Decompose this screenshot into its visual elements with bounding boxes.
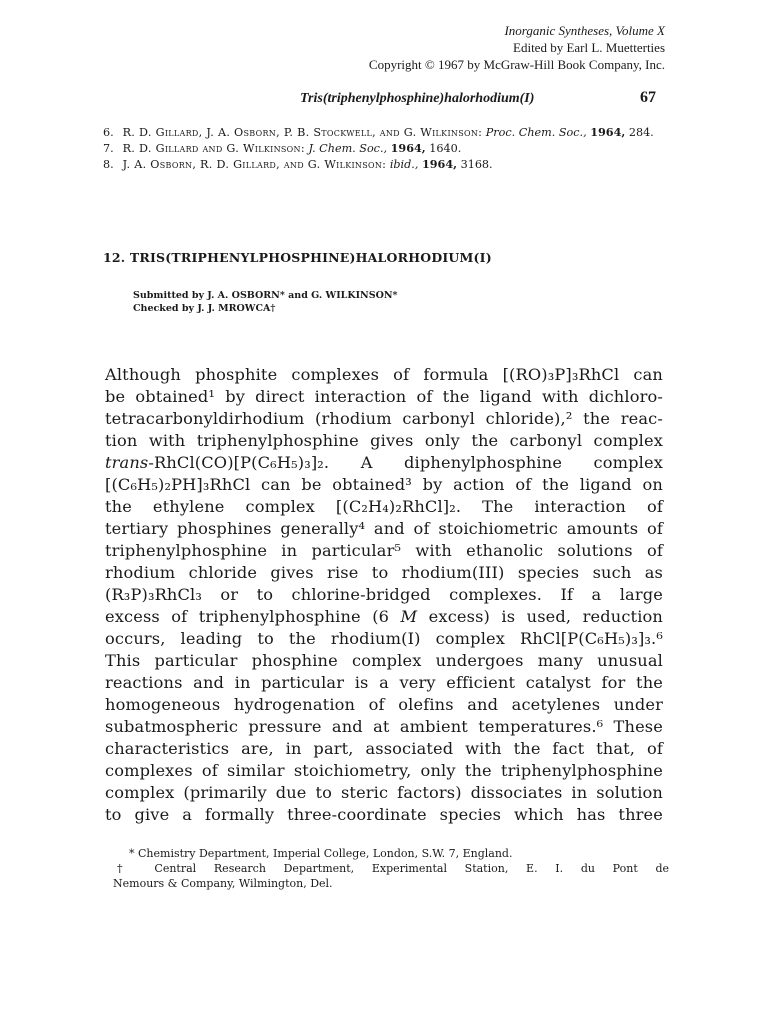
credits-block [133, 289, 398, 315]
reference-number: 7. [103, 142, 114, 155]
editor-line: Edited by Earl L. Muetterties [513, 40, 665, 55]
checked-by: Checked by J. J. MROWCA† [133, 303, 276, 314]
body-line: triphenylphosphine in particular⁵ with ethanolic solutions of [105, 541, 663, 560]
footnote-dagger: † Central Research Department, Experimental Station, E. I. du Pont de [117, 862, 669, 875]
body-line: rhodium chloride gives rise to rhodium(III) species such as [105, 563, 663, 582]
reference-item [103, 157, 673, 172]
body-line: tertiary phosphines generally⁴ and of stoichiometric amounts of [105, 519, 663, 538]
reference-journal: Proc. Chem. Soc., [485, 126, 587, 139]
body-line: occurs, leading to the rhodium(I) complex RhCl[P(C₆H₅)₃]₃.⁶ [105, 629, 663, 648]
body-line: the ethylene complex [(C₂H₄)₂RhCl]₂. The interaction of [105, 497, 663, 516]
reference-item [103, 125, 673, 140]
reference-list [103, 125, 673, 173]
reference-item [103, 141, 673, 156]
copyright-block [369, 22, 665, 73]
submitted-by: Submitted by J. A. OSBORN* and G. WILKINSON* [133, 290, 398, 301]
reference-journal: ibid., [389, 158, 419, 171]
body-line: characteristics are, in part, associated with the fact that, of [105, 739, 663, 758]
reference-year: 1964, [390, 141, 426, 155]
body-line: excess of triphenylphosphine (6 M excess) is used, reduction [105, 607, 663, 626]
body-line: to give a formally three-coordinate species which has three [105, 805, 663, 824]
body-line: complex (primarily due to steric factors) dissociates in solution [105, 783, 663, 802]
body-paragraph [105, 364, 663, 826]
body-line: This particular phosphine complex undergoes many unusual [105, 651, 663, 670]
body-line: (R₃P)₃RhCl₃ or to chlorine-bridged complexes. If a large [105, 585, 663, 604]
reference-year: 1964, [590, 125, 626, 139]
page-number: 67 [640, 89, 656, 106]
reference-authors: R. D. Gillard, J. A. Osborn, P. B. Stockwell, and G. Wilkinson: [122, 126, 483, 139]
body-line: reactions and in particular is a very efficient catalyst for the [105, 673, 663, 692]
body-line: tetracarbonyldirhodium (rhodium carbonyl chloride),² the reac- [105, 409, 663, 428]
body-line: tion with triphenylphosphine gives only the carbonyl complex [105, 431, 663, 450]
reference-pages: 1640. [429, 142, 462, 155]
reference-authors: R. D. Gillard and G. Wilkinson: [122, 142, 305, 155]
reference-pages: 284. [628, 126, 654, 139]
running-head [300, 91, 656, 107]
copyright-line: Copyright © 1967 by McGraw-Hill Book Company, Inc. [368, 57, 665, 72]
reference-number: 6. [103, 126, 114, 139]
running-head-title: Tris(triphenylphosphine)halorhodium(I) [300, 91, 535, 106]
reference-number: 8. [103, 158, 114, 171]
reference-journal: J. Chem. Soc., [308, 142, 388, 155]
reference-pages: 3168. [460, 158, 493, 171]
footnote-star: * Chemistry Department, Imperial College, London, S.W. 7, England. [129, 847, 513, 860]
series-title: Inorganic Syntheses, Volume X [504, 23, 665, 38]
body-line: trans-RhCl(CO)[P(C₆H₅)₃]₂. A diphenylphosphine complex [105, 453, 663, 472]
body-line: [(C₆H₅)₂PH]₃RhCl can be obtained³ by action of the ligand on [105, 475, 663, 494]
body-line: subatmospheric pressure and at ambient temperatures.⁶ These [105, 717, 663, 736]
body-line: complexes of similar stoichiometry, only the triphenylphosphine [105, 761, 663, 780]
reference-year: 1964, [421, 157, 458, 171]
body-line: be obtained¹ by direct interaction of the ligand with dichloro- [105, 387, 663, 406]
body-line: homogeneous hydrogenation of olefins and acetylenes under [105, 695, 663, 714]
section-title: 12. TRIS(TRIPHENYLPHOSPHINE)HALORHODIUM(I) [103, 250, 492, 265]
footnotes [103, 846, 669, 891]
body-line: Although phosphite complexes of formula [(RO)₃P]₃RhCl can [105, 365, 663, 384]
footnote-dagger-cont: Nemours & Company, Wilmington, Del. [113, 877, 333, 890]
reference-authors: J. A. Osborn, R. D. Gillard, and G. Wilkinson: [122, 158, 387, 171]
